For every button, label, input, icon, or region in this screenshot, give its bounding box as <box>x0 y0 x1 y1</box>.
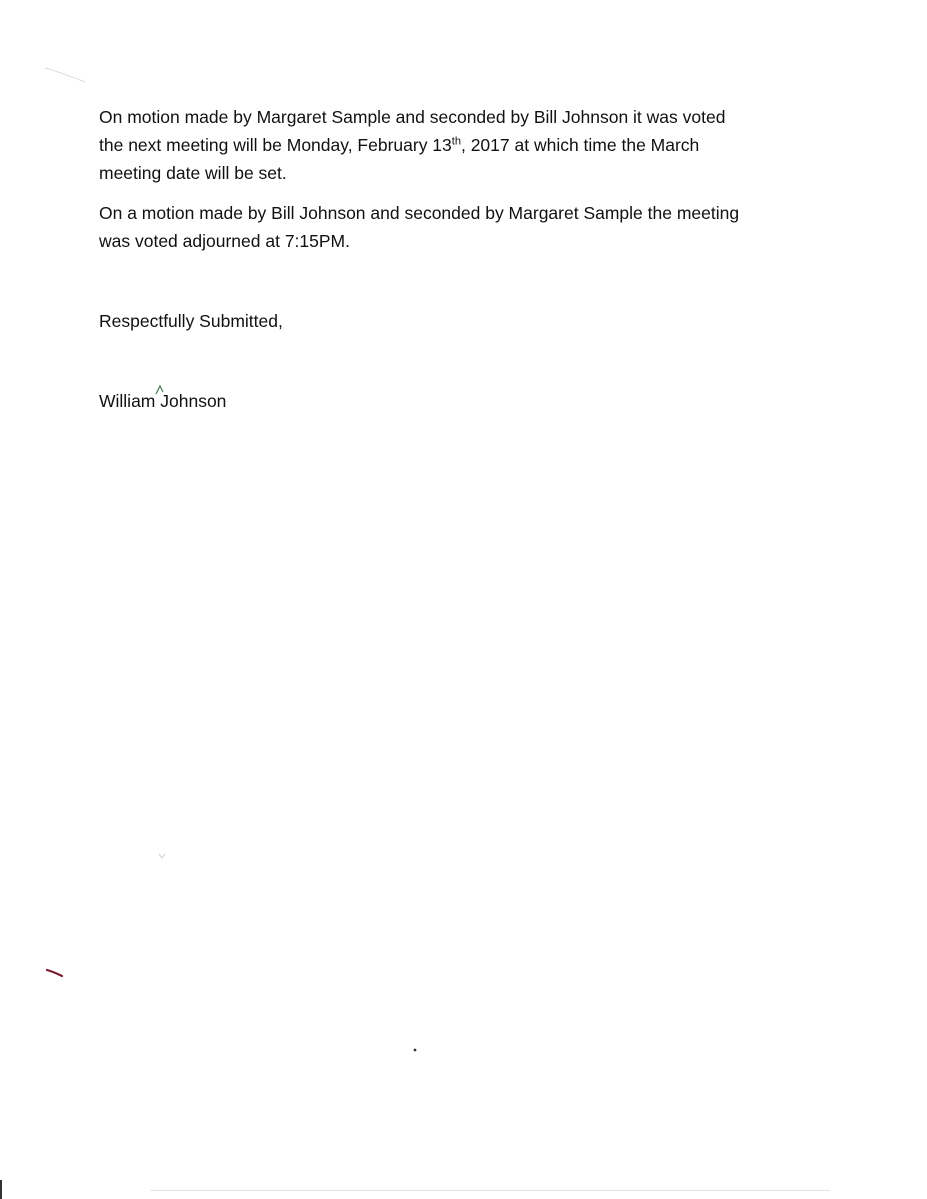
scan-speck-top-left <box>40 60 100 90</box>
motion-next-meeting-paragraph <box>99 103 819 187</box>
scan-speck-signature <box>150 380 170 400</box>
signature-name: William Johnson <box>99 391 227 411</box>
motion-adjourn-paragraph <box>99 199 819 255</box>
scan-speck-faint <box>156 850 168 862</box>
scan-bottom-edge <box>150 1190 830 1191</box>
motion-adjourn-line-1: On a motion made by Bill Johnson and seconded by Margaret Sample the meeting <box>99 203 740 223</box>
minutes-body <box>99 103 819 255</box>
ordinal-suffix: th <box>451 135 461 148</box>
scan-dot <box>410 1045 420 1055</box>
motion-next-meeting-line-3: meeting date will be set. <box>99 163 287 183</box>
motion-next-meeting-line-2a: the next meeting will be Monday, February 13 <box>99 135 452 155</box>
motion-next-meeting-line-2b: , 2017 at which time the March <box>460 135 700 155</box>
scan-edge-mark <box>0 1180 2 1199</box>
closing-line: Respectfully Submitted, <box>99 311 283 331</box>
motion-adjourn-line-2: was voted adjourned at 7:15PM. <box>99 231 350 251</box>
motion-next-meeting-line-1: On motion made by Margaret Sample and seconded by Bill Johnson it was voted <box>99 107 726 127</box>
scan-mark-left <box>44 964 68 980</box>
